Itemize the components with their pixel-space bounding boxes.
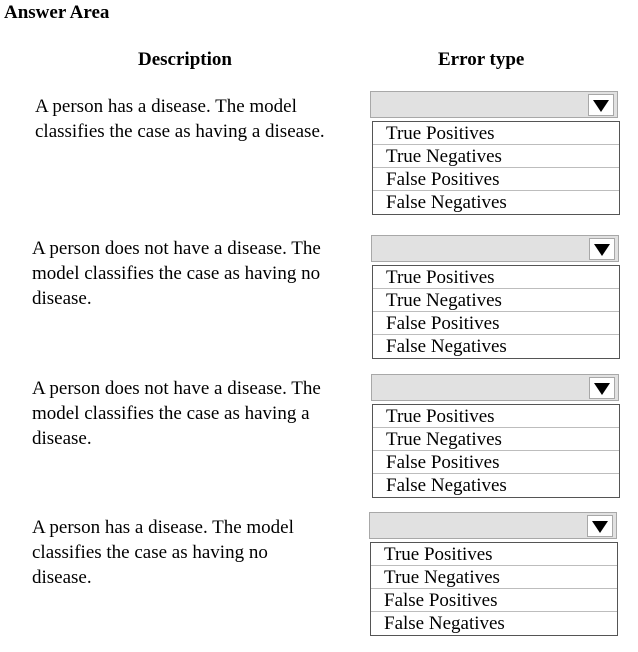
- error-type-select-4[interactable]: [369, 512, 617, 539]
- error-type-select-2[interactable]: [371, 235, 619, 262]
- error-type-options-3: [372, 404, 620, 498]
- chevron-down-icon[interactable]: [588, 94, 614, 116]
- option-item[interactable]: False Positives: [373, 168, 619, 191]
- description-2: [32, 236, 362, 311]
- option-item[interactable]: False Positives: [373, 312, 619, 335]
- description-4: [32, 515, 362, 590]
- description-line: classifies the case as having a disease.: [35, 121, 325, 142]
- chevron-down-icon[interactable]: [589, 377, 615, 399]
- description-line: A person does not have a disease. The: [32, 378, 321, 399]
- option-item[interactable]: False Positives: [373, 451, 619, 474]
- option-item[interactable]: True Negatives: [373, 289, 619, 312]
- error-type-options-4: [370, 542, 618, 636]
- option-item[interactable]: False Negatives: [386, 192, 507, 213]
- description-1: [35, 94, 365, 144]
- description-line: disease.: [32, 288, 92, 309]
- option-item[interactable]: True Negatives: [371, 566, 617, 589]
- option-item[interactable]: False Negatives: [386, 336, 507, 357]
- option-item[interactable]: True Positives: [373, 122, 619, 145]
- description-line: A person has a disease. The model: [35, 96, 297, 117]
- option-item[interactable]: False Positives: [371, 589, 617, 612]
- chevron-down-icon[interactable]: [587, 515, 613, 537]
- option-item[interactable]: True Negatives: [373, 428, 619, 451]
- option-item[interactable]: True Positives: [373, 405, 619, 428]
- description-line: A person has a disease. The model: [32, 517, 294, 538]
- description-line: model classifies the case as having a: [32, 403, 310, 424]
- option-item[interactable]: False Negatives: [384, 613, 505, 634]
- option-item[interactable]: True Negatives: [373, 145, 619, 168]
- answer-area-title: Answer Area: [4, 2, 110, 23]
- chevron-down-icon[interactable]: [589, 238, 615, 260]
- option-item[interactable]: False Negatives: [386, 475, 507, 496]
- description-line: A person does not have a disease. The: [32, 238, 321, 259]
- error-type-header: Error type: [438, 49, 525, 70]
- error-type-options-1: [372, 121, 620, 215]
- option-item[interactable]: True Positives: [373, 266, 619, 289]
- description-line: disease.: [32, 567, 92, 588]
- description-header: Description: [138, 49, 232, 70]
- error-type-select-1[interactable]: [370, 91, 618, 118]
- error-type-select-3[interactable]: [371, 374, 619, 401]
- option-item[interactable]: True Positives: [371, 543, 617, 566]
- description-line: model classifies the case as having no: [32, 263, 321, 284]
- description-line: disease.: [32, 428, 92, 449]
- description-line: classifies the case as having no: [32, 542, 268, 563]
- error-type-options-2: [372, 265, 620, 359]
- description-3: [32, 376, 362, 451]
